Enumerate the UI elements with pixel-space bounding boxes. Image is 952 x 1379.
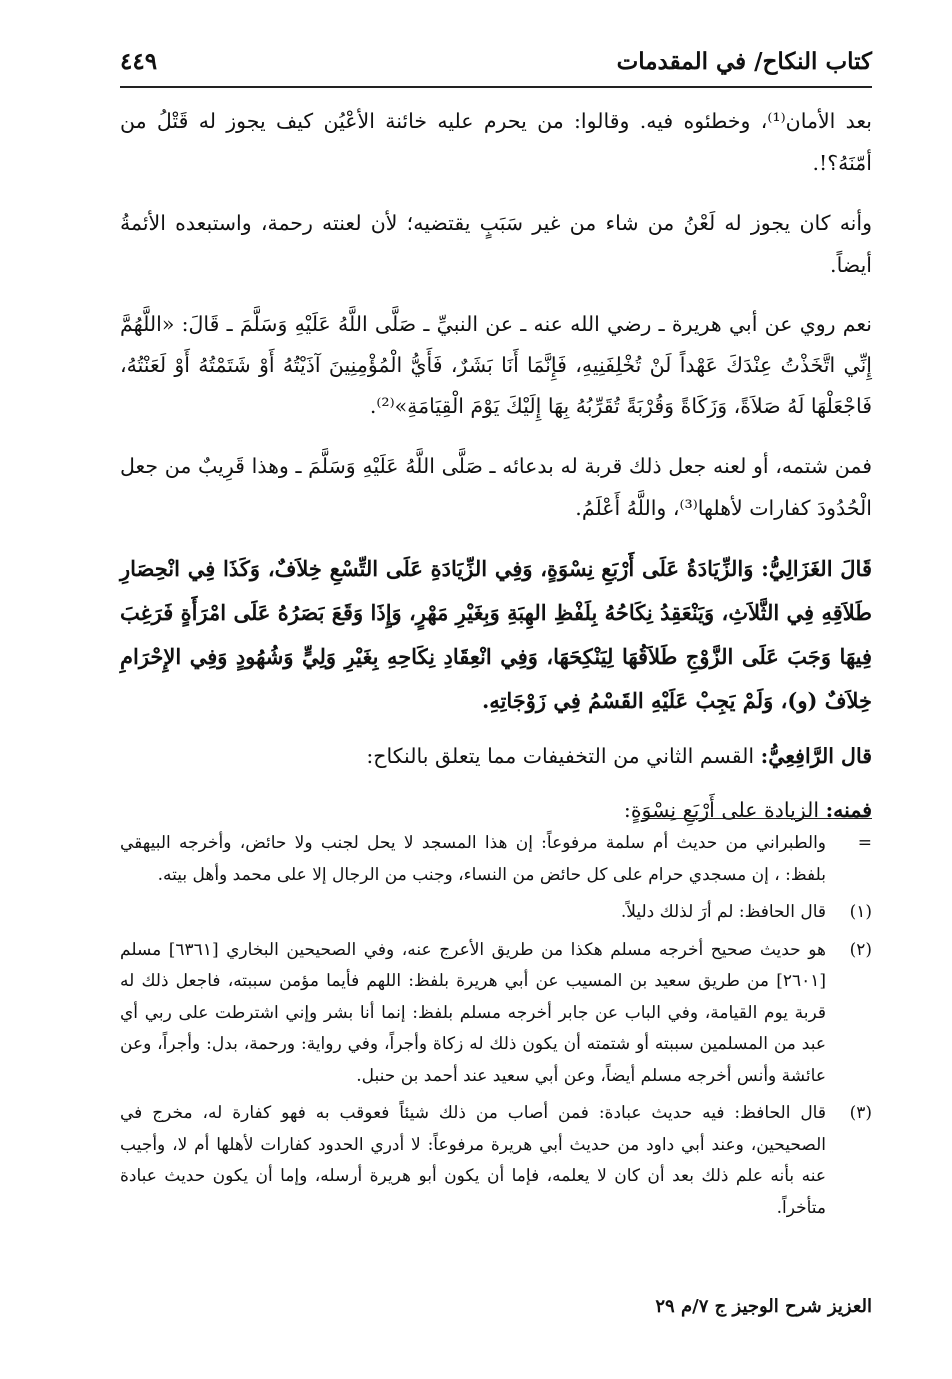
footnote-divider (642, 818, 872, 819)
footnote-2 (120, 935, 872, 1093)
footnote-3 (120, 1098, 872, 1224)
rafii-commentary (120, 735, 872, 777)
main-text (120, 100, 872, 843)
footnote-continued (120, 828, 872, 891)
ghazali-matn: قَالَ الغَزَالِيُّ: وَالزِّيَادَةُ عَلَى أَرْبَعِ نِسْوَةٍ، وَفِي الزِّيَادَةِ عَلَى التِّسْعِ خِلاَفٌ، وَكَذَا فِي انْحِصَارِ طَلاَقِهِ فِي الثَّلاَثِ، وَيَنْعَقِدُ نِكَاحُهُ بِلَفْظِ الهِبَةِ وَبِغَيْرِ مَهْرٍ، وَإِذَا وَقَعَ بَصَرُهُ عَلَى امْرَأَةٍ فَرَغِبَ فِيهَا وَجَبَ عَلَى الزَّوْجِ طَلاَقُهَا لِيَنْكِحَهَا، وَفِي انْعِقَادِ نِكَاحِهِ بِغَيْرِ وَلِيٍّ وَشُهُودٍ وَفِي الإِحْرَامِ خِلاَفٌ (و)، وَلَمْ يَجِبْ عَلَيْهِ القَسْمُ فِي زَوْجَاتِهِ. (120, 556, 872, 713)
page-number: ٤٤٩ (120, 48, 158, 75)
paragraph-2: وأنه كان يجوز له لَعْنُ من شاء من غير سَبَبٍ يقتضيه؛ لأن لعنته رحمة، واستبعده الأئمةُ أيضاً. (120, 211, 872, 277)
first-item-lead: فمنه: (825, 798, 872, 822)
footnote-mark: (٣) (849, 1103, 872, 1123)
footnote-mark: (٢) (849, 939, 872, 960)
page-header (120, 42, 872, 88)
footnote-text: قال الحافظ: لم أرَ لذلك دليلاً. (620, 902, 826, 922)
first-item-text: الزيادة على أَرْبَعِ نِسْوَةٍ: (623, 798, 826, 822)
first-item (120, 789, 872, 831)
footnote-mark: = (857, 833, 872, 853)
paragraph-4: فمن شتمه، أو لعنه جعل ذلك قربة له بدعائه ـ صَلَّى اللَّهُ عَلَيْهِ وَسَلَّمَ ـ وهذا قَرِيبٌ من جعل الْحُدُودَ كفارات لأهلها⁽³⁾، واللَّهُ أَعْلَمُ. (120, 454, 872, 520)
paragraph-1: بعد الأمان⁽¹⁾، وخطئوه فيه. وقالوا: من يحرم عليه خائنة الأعْيُن كيف يجوز له قَتْلُ من أمّنَهُ؟!. (120, 109, 872, 175)
footnote-text: والطبراني من حديث أم سلمة مرفوعاً: إن هذا المسجد لا يحل لجنب ولا حائض، وأخرجه البيهقي بلفظ: ، إن مسجدي حرام على كل حائض من النساء، وجنب من الرجال إلا على محمد وأهل بيته. (120, 833, 826, 885)
rafii-text: القسم الثاني من التخفيفات مما يتعلق بالنكاح: (366, 744, 761, 768)
rafii-lead: قال الرَّافِعِيُّ: (760, 744, 872, 768)
footnote-mark: (١) (849, 902, 872, 922)
running-title: كتاب النكاح/ في المقدمات (616, 48, 872, 75)
footnote-1 (120, 897, 872, 929)
signature-line: العزيز شرح الوجيز ج ٧/م ٢٩ (655, 1296, 872, 1317)
footnote-text: هو حديث صحيح أخرجه مسلم هكذا من طريق الأعرج عنه، وفي الصحيحين البخاري [٦٣٦١] مسلم [٢٦٠١] من طريق سعيد بن المسيب عن أبي هريرة بلفظ: اللهم فأيما مؤمن سببته، فاجعل ذلك له قربة يوم القيامة، وفي الباب عن جابر أخرجه مسلم بلفظ: إنما أنا بشر وإني اشترطت على ربي أي عبد من المسلمين سببته أو شتمته أن يكون ذلك له زكاة وأجراً، وفي رواية: ورحمة، بدل: وأجراً، وعن عائشة وأنس أخرجه مسلم أيضاً، وعن أبي سعيد عند أحمد بن حنبل. (120, 939, 826, 1086)
footnote-text: قال الحافظ: فيه حديث عبادة: فمن أصاب من ذلك شيئاً فعوقب به فهو كفارة له، مخرج في الصحيحين، وعند أبي داود من حديث أبي هريرة مرفوعاً: لا أدري الحدود كفارات لأهلها أم لا، وأجيب عنه بأنه علم ذلك بعد أن كان لا يعلمه، فإما أن يكون أبو هريرة أرسله، وإما أن يكون حديث عبادة متأخراً. (120, 1103, 826, 1218)
paragraph-hadith: نعم روي عن أبي هريرة ـ رضي الله عنه ـ عن النبيِّ ـ صَلَّى اللَّهُ عَلَيْهِ وَسَلَّمَ ـ قَالَ: «اللَّهُمَّ إِنِّي اتَّخَذْتُ عِنْدَكَ عَهْداً لَنْ تُخْلِفَنِيهِ، فَإِنَّمَا أَنَا بَشَرٌ، فَأَيُّ الْمُؤْمِنِينَ آذَيْتُهُ أَوْ شَتَمْتُهُ أَوْ لَعَنْتُهُ، فَاجْعَلْهَا لَهُ صَلاَةً، وَزَكَاةً وَقُرْبَةً تُقَرِّبُهُ بِهَا إِلَيْكَ يَوْمَ الْقِيَامَةِ»⁽²⁾. (120, 312, 872, 418)
footnotes (120, 828, 872, 1230)
